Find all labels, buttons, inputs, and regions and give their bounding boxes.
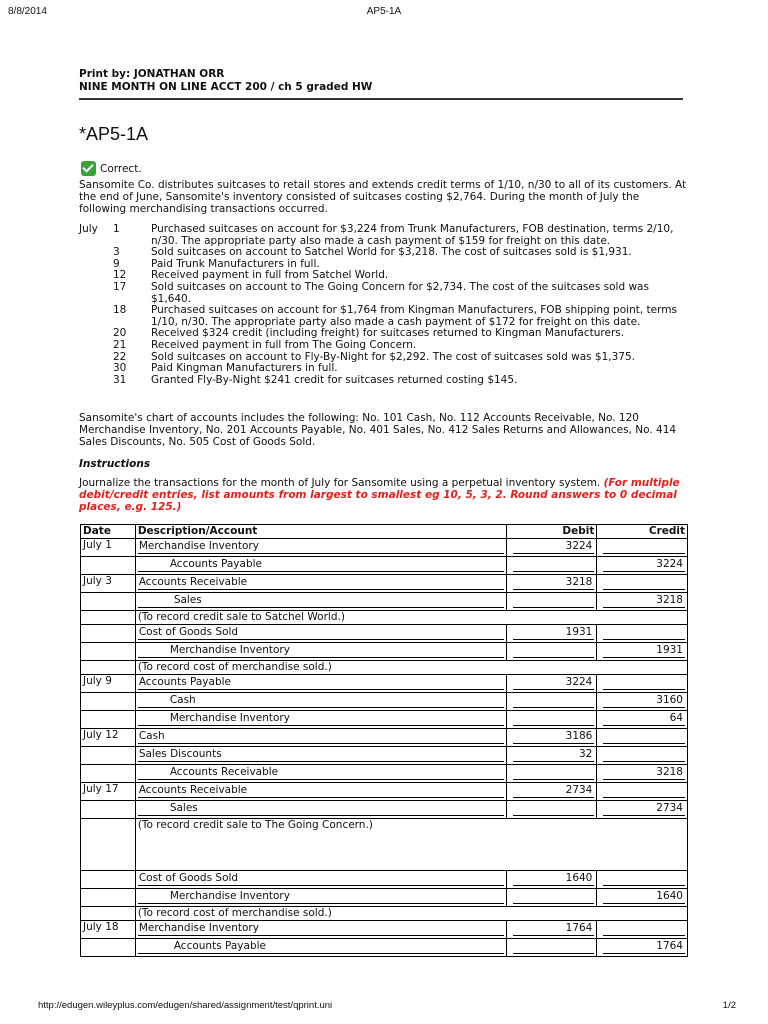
transaction-day: 1 [113,223,120,235]
transaction-item [79,363,687,375]
journal-credit[interactable]: 3160 [603,693,685,708]
col-debit: Debit [506,525,597,539]
journal-credit[interactable]: 1640 [603,889,685,904]
chart-of-accounts: Sansomite's chart of accounts includes the following: No. 101 Cash, No. 112 Accounts Receivable, No. 120 Merchandise Inventory, No. 201 Accounts Payable, No. 401 Sales, No. 412 Sales Returns and Allowances, No. 414 Sales Discounts, No. 505 Cost of Goods Sold. [79,412,677,448]
transaction-text: Paid Trunk Manufacturers in full. [151,257,320,270]
journal-date [81,747,136,765]
journal-account[interactable]: Accounts Payable [138,557,504,572]
journal-account-cell [135,801,506,819]
journal-credit-cell [597,747,688,765]
journal-debit[interactable] [513,939,595,954]
journal-debit[interactable] [513,593,595,608]
journal-row [81,939,688,957]
journal-credit[interactable] [603,539,685,554]
journal-debit[interactable] [513,557,595,572]
transaction-month [79,363,113,375]
journal-debit-cell [506,643,597,661]
journal-debit-cell [506,693,597,711]
transaction-day: 20 [113,327,127,340]
journal-credit-cell [597,675,688,693]
journal-credit-cell [597,801,688,819]
journal-row [81,539,688,557]
journal-account[interactable]: Cash [138,729,504,744]
journal-debit-cell [506,889,597,907]
journal-debit-cell [506,575,597,593]
journal-row [81,557,688,575]
divider [79,98,683,100]
journal-credit[interactable] [603,783,685,798]
journal-debit[interactable]: 3224 [513,539,595,554]
journal-account-cell [135,871,506,889]
journal-credit[interactable]: 1764 [603,939,685,954]
print-by-line: Print by: JONATHAN ORR [79,68,225,80]
transaction-month [79,305,113,328]
journal-date [81,801,136,819]
journal-debit-cell [506,783,597,801]
transaction-day: 31 [113,373,127,386]
journal-account-cell [135,557,506,575]
journal-credit-cell [597,593,688,611]
journal-debit-cell [506,765,597,783]
transaction-text: Received payment in full from Satchel World. [151,269,389,282]
journal-date [81,593,136,611]
journal-memo-row [81,611,688,625]
journal-debit[interactable]: 3186 [513,729,595,744]
journal-debit-cell [506,729,597,747]
journal-account-cell [135,783,506,801]
journal-date [81,661,136,675]
journal-row [81,675,688,693]
transaction-text: Purchased suitcases on account for $3,224 from Trunk Manufacturers, FOB destination, terms 2/10, n/30. The appropriate party also made a cash payment of $159 for freight on this date. [151,223,674,247]
journal-date [81,643,136,661]
transaction-day: 21 [113,338,127,351]
journal-debit[interactable]: 1640 [513,871,595,886]
journal-account[interactable]: Sales Discounts [138,747,504,762]
journal-debit[interactable]: 1931 [513,625,595,640]
journal-account-cell [135,747,506,765]
journal-account[interactable]: Sales [138,801,504,816]
transaction-text: Granted Fly-By-Night $241 credit for suitcases returned costing $145. [151,373,518,386]
journal-memo-row [81,661,688,675]
transaction-text: Sold suitcases on account to The Going Concern for $2,734. The cost of the suitcases sold was $1,640. [151,280,649,305]
journal-row [81,625,688,643]
journal-debit[interactable] [513,643,595,658]
journal-row [81,921,688,939]
transaction-month [79,328,113,340]
journal-credit[interactable]: 3224 [603,557,685,572]
journal-memo: (To record credit sale to The Going Concern.) [135,819,687,871]
journal-debit[interactable]: 1764 [513,921,595,936]
transaction-day: 3 [113,246,120,259]
journal-credit[interactable] [603,729,685,744]
journal-credit[interactable] [603,871,685,886]
journal-debit[interactable] [513,889,595,904]
journal-row [81,711,688,729]
journal-debit-cell [506,625,597,643]
journal-account[interactable]: Merchandise Inventory [138,711,504,726]
transaction-month [79,270,113,282]
journal-row [81,643,688,661]
journal-credit-cell [597,693,688,711]
course-line: NINE MONTH ON LINE ACCT 200 / ch 5 graded HW [79,81,373,93]
journal-account[interactable]: Merchandise Inventory [138,539,504,554]
journal-row [81,747,688,765]
journal-account-cell [135,889,506,907]
journal-date: July 12 [81,729,136,747]
journal-credit-cell [597,557,688,575]
journal-row [81,783,688,801]
journal-date [81,889,136,907]
journal-credit-cell [597,625,688,643]
journal-debit-cell [506,871,597,889]
journal-credit-cell [597,711,688,729]
journal-credit-cell [597,921,688,939]
journal-debit[interactable] [513,693,595,708]
journal-memo: (To record credit sale to Satchel World.) [135,611,687,625]
transaction-text: Paid Kingman Manufacturers in full. [151,362,338,375]
journal-account-cell [135,921,506,939]
journal-header-row [81,525,688,539]
journal-debit-cell [506,801,597,819]
journal-account[interactable]: Merchandise Inventory [138,889,504,904]
page-number: 1/2 [722,1000,736,1011]
problem-intro: Sansomite Co. distributes suitcases to retail stores and extends credit terms of 1/10, n/30 to all of its customers. At the end of June, Sansomite's inventory consisted of suitcases costing $2,764. During the month of July the following merchandising transactions occurred. [79,179,687,215]
journal-date [81,765,136,783]
col-description: Description/Account [135,525,506,539]
journal-credit-cell [597,539,688,557]
journal-debit-cell [506,921,597,939]
journal-debit[interactable] [513,765,595,780]
journal-debit[interactable]: 3218 [513,575,595,590]
journal-credit-cell [597,939,688,957]
journal-credit[interactable] [603,747,685,762]
journal-date [81,939,136,957]
transaction-item [79,224,687,247]
journal-account[interactable]: Merchandise Inventory [138,921,504,936]
journal-account-cell [135,939,506,957]
journal-date [81,819,136,871]
transaction-month [79,375,113,387]
journal-row [81,575,688,593]
transaction-month [79,340,113,352]
col-date: Date [81,525,136,539]
journal-account[interactable]: Accounts Payable [138,939,504,954]
journal-credit[interactable]: 3218 [603,593,685,608]
journal-debit-cell [506,593,597,611]
journal-debit[interactable]: 2734 [513,783,595,798]
transaction-text: Received payment in full from The Going Concern. [151,338,417,351]
journal-date [81,557,136,575]
journal-credit-cell [597,729,688,747]
journal-row [81,871,688,889]
journal-debit-cell [506,939,597,957]
journal-date: July 9 [81,675,136,693]
journal-account-cell [135,643,506,661]
journal-row [81,729,688,747]
journal-date: July 18 [81,921,136,939]
journal-date [81,871,136,889]
status-correct [81,161,142,176]
journal-row [81,593,688,611]
journal-date: July 1 [81,539,136,557]
transaction-day: 17 [113,280,127,293]
transaction-day: 30 [113,362,127,375]
journal-row [81,765,688,783]
journal-account[interactable]: Accounts Receivable [138,575,504,590]
transaction-month [79,247,113,259]
journal-memo-row [81,907,688,921]
journal-credit-cell [597,765,688,783]
journal-row [81,801,688,819]
problem-title: *AP5-1A [79,124,149,144]
transaction-month: July [79,223,98,235]
journal-account-cell [135,693,506,711]
journal-account-cell [135,593,506,611]
transaction-text: Purchased suitcases on account for $1,764 from Kingman Manufacturers, FOB shipping point, terms 1/10, n/30. The appropriate party also made a cash payment of $172 for freight on this date. [151,304,677,328]
journal-account[interactable]: Accounts Receivable [138,783,504,798]
status-text: Correct. [100,162,142,175]
transaction-text: Received $324 credit (including freight) for suitcases returned to Kingman Manufacturers. [151,327,625,340]
journal-credit-cell [597,783,688,801]
transaction-item [79,282,687,305]
journal-credit[interactable]: 3218 [603,765,685,780]
journal-debit[interactable] [513,711,595,726]
journal-credit-cell [597,871,688,889]
transaction-item [79,305,687,328]
journal-debit-cell [506,557,597,575]
journal-memo: (To record cost of merchandise sold.) [135,907,687,921]
journal-credit[interactable]: 64 [603,711,685,726]
checkmark-icon [81,161,96,176]
journal-account[interactable]: Cost of Goods Sold [138,871,504,886]
journal-account-cell [135,539,506,557]
instructions-heading: Instructions [79,458,151,470]
journal-account[interactable]: Merchandise Inventory [138,643,504,658]
footer-url: http://edugen.wileyplus.com/edugen/shared/assignment/test/qprint.uni [38,1000,333,1011]
journal-credit[interactable]: 1931 [603,643,685,658]
journal-credit[interactable] [603,575,685,590]
journal-account[interactable]: Cash [138,693,504,708]
col-credit: Credit [597,525,688,539]
journal-account-cell [135,729,506,747]
journal-date [81,611,136,625]
journal-row [81,693,688,711]
journal-account[interactable]: Sales [138,593,504,608]
transaction-text: Sold suitcases on account to Fly-By-Night for $2,292. The cost of suitcases sold was $1,375. [151,350,636,363]
journal-debit-cell [506,675,597,693]
print-info [79,68,372,94]
transaction-item [79,340,687,352]
print-title: AP5-1A [366,6,402,17]
journal-credit-cell [597,575,688,593]
transaction-list [79,224,687,386]
journal-memo: (To record cost of merchandise sold.) [135,661,687,675]
print-date: 8/8/2014 [8,6,47,17]
transaction-month [79,282,113,305]
journal-account[interactable]: Cost of Goods Sold [138,625,504,640]
transaction-day: 18 [113,304,127,317]
journal-date [81,693,136,711]
journal-account-cell [135,765,506,783]
journal-credit-cell [597,889,688,907]
journal-table [80,524,688,957]
journal-account-cell [135,575,506,593]
journal-debit[interactable] [513,801,595,816]
instructions-note: (For multiple debit/credit entries, list amounts from largest to smallest eg 10, 5, 3, 2. Round answers to 0 decimal places, e.g. 125.) [79,477,680,513]
instructions-text [79,477,687,513]
journal-account[interactable]: Accounts Payable [138,675,504,690]
journal-row [81,889,688,907]
journal-date: July 3 [81,575,136,593]
journal-credit[interactable] [603,675,685,690]
transaction-text: Sold suitcases on account to Satchel World for $3,218. The cost of suitcases sold is $1,931. [151,246,632,259]
transaction-day: 22 [113,350,127,363]
journal-account[interactable]: Accounts Receivable [138,765,504,780]
transaction-item [79,375,687,387]
journal-credit-cell [597,643,688,661]
transaction-month [79,352,113,364]
journal-debit-cell [506,747,597,765]
transaction-day: 12 [113,269,127,282]
journal-date [81,625,136,643]
journal-debit-cell [506,711,597,729]
journal-debit[interactable]: 3224 [513,675,595,690]
journal-date [81,907,136,921]
journal-memo-row [81,819,688,871]
journal-date: July 17 [81,783,136,801]
transaction-day: 9 [113,257,120,270]
journal-credit[interactable]: 2734 [603,801,685,816]
journal-debit-cell [506,539,597,557]
journal-credit[interactable] [603,921,685,936]
journal-date [81,711,136,729]
journal-account-cell [135,711,506,729]
journal-account-cell [135,625,506,643]
transaction-month [79,259,113,271]
journal-account-cell [135,675,506,693]
journal-credit[interactable] [603,625,685,640]
instructions-body: Journalize the transactions for the month of July for Sansomite using a perpetual inventory system. [79,477,604,489]
journal-debit[interactable]: 32 [513,747,595,762]
